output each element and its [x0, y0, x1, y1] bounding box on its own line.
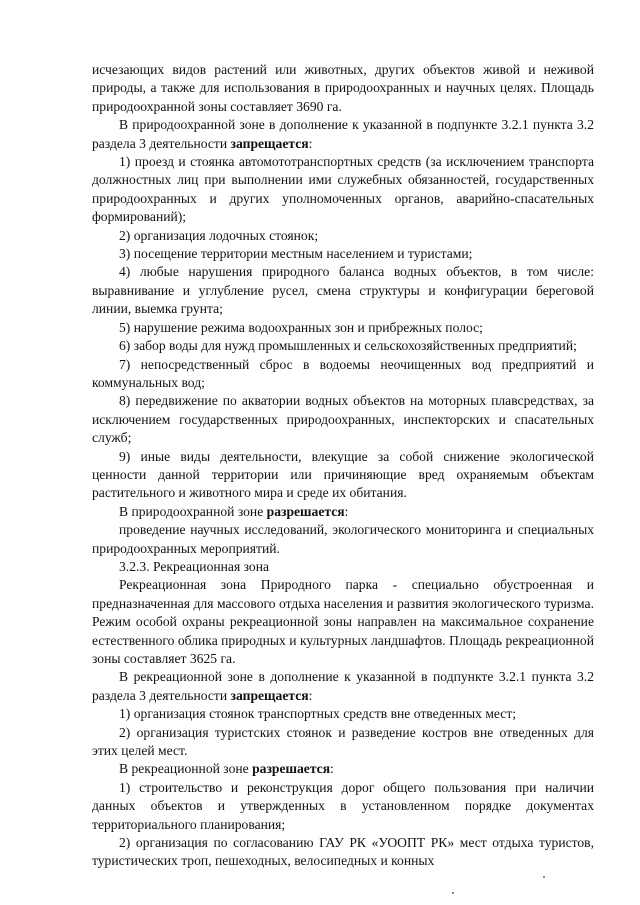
- paragraph-protected-zone-prohibited-intro: [92, 116, 594, 153]
- list-item-1: [92, 153, 594, 227]
- list-item-text: 3) посещение территории местным населением и туристами;: [119, 246, 473, 262]
- bold-keyword-prohibited: запрещается: [230, 687, 309, 703]
- list-item-text: 7) непосредственный сброс в водоемы неочищенных вод предприятий и коммунальных вод;: [92, 356, 594, 390]
- paragraph-zone-description-end: [92, 61, 594, 116]
- document-page: [92, 61, 594, 871]
- paragraph-punctuation: :: [330, 761, 334, 777]
- list-item-text: 2) организация по согласованию ГАУ РК «УООПТ РК» мест отдыха туристов, туристических троп, пешеходных, велосипедных и конных: [92, 835, 594, 869]
- list-item-text: 6) забор воды для нужд промышленных и сельскохозяйственных предприятий;: [119, 338, 577, 354]
- list-item-recreation-2: [92, 724, 594, 761]
- section-heading-recreation-zone: [92, 558, 594, 576]
- list-item-recreation-1: [92, 705, 594, 723]
- list-item-text: 5) нарушение режима водоохранных зон и прибрежных полос;: [119, 319, 483, 335]
- list-item-text: 9) иные виды деятельности, влекущие за собой снижение экологической ценности данной территории или причиняющие вред охраняемым объектам растительного и животного мира и среде их обитания.: [92, 448, 594, 501]
- list-item-text: 4) любые нарушения природного баланса водных объектов, в том числе: выравнивание и углубление русел, смена структуры и конфигурации береговой линии, выемка грунта;: [92, 264, 594, 317]
- list-item-2: [92, 227, 594, 245]
- list-item-9: [92, 448, 594, 503]
- list-item-3: [92, 245, 594, 263]
- list-item-8: [92, 392, 594, 447]
- list-item-text: 2) организация туристских стоянок и разведение костров вне отведенных для этих целей мест.: [92, 724, 594, 759]
- paragraph-text: В рекреационной зоне: [119, 761, 253, 777]
- bold-keyword-allowed: разрешается: [266, 503, 345, 519]
- scan-speck: [543, 876, 545, 878]
- paragraph-punctuation: :: [308, 135, 313, 151]
- list-item-4: [92, 263, 594, 318]
- list-item-text: 1) строительство и реконструкция дорог общего пользования при наличии данных объектов и утвержденных в установленном порядке документах территориального планирования;: [92, 779, 594, 832]
- paragraph-text: проведение научных исследований, экологического мониторинга и специальных природоохранных мероприятий.: [92, 522, 594, 556]
- list-item-7: [92, 356, 594, 393]
- paragraph-protected-zone-allowed: [92, 521, 594, 558]
- list-item-text: 1) проезд и стоянка автомототранспортных средств (за исключением транспорта должностных лиц при выполнении ими служебных обязанностей, государственных природоохранных и других уполномоченных органов, аварийно-спасательных формирований);: [92, 154, 594, 225]
- paragraph-protected-zone-allowed-intro: [92, 503, 594, 521]
- bold-keyword-allowed: разрешается: [252, 761, 331, 777]
- paragraph-text: В рекреационной зоне в дополнение к указанной в подпункте 3.2.1 пункта 3.2 раздела 3 деятельности: [92, 669, 594, 703]
- paragraph-punctuation: :: [308, 687, 313, 703]
- list-item-text: 8) передвижение по акватории водных объектов на моторных плавсредствах, за исключением государственных природоохранных, инспекторских и спасательных служб;: [92, 393, 594, 446]
- scan-speck: [452, 892, 454, 894]
- list-item-text: 2) организация лодочных стоянок;: [119, 227, 319, 243]
- paragraph-punctuation: :: [344, 503, 349, 519]
- paragraph-text: В природоохранной зоне в дополнение к указанной в подпункте 3.2.1 пункта 3.2 раздела 3 деятельности: [92, 117, 594, 151]
- paragraph-text: исчезающих видов растений или животных, других объектов живой и неживой природы, а также для использования в природоохранных и научных целях. Площадь природоохранной зоны составляет 3690 га.: [92, 62, 594, 114]
- paragraph-recreation-zone-prohibited-intro: [92, 668, 594, 705]
- list-item-5: [92, 319, 594, 337]
- list-item-text: 1) организация стоянок транспортных средств вне отведенных мест;: [119, 706, 517, 722]
- paragraph-text: В природоохранной зоне: [119, 503, 267, 519]
- section-heading-text: 3.2.3. Рекреационная зона: [119, 558, 270, 574]
- paragraph-text: Рекреационная зона Природного парка - специально обустроенная и предназначенная для массового отдыха населения и развития экологического туризма. Режим особой охраны рекреационной зоны направлен на максимальное сохранение естественного облика природных и культурных ландшафтов. Площадь рекреационной зоны составляет 3625 га.: [92, 577, 594, 666]
- list-item-6: [92, 337, 594, 355]
- list-item-recreation-allowed-1: [92, 779, 594, 834]
- paragraph-recreation-zone-allowed-intro: [92, 760, 594, 778]
- paragraph-recreation-zone-description: [92, 576, 594, 668]
- list-item-recreation-allowed-2: [92, 834, 594, 871]
- bold-keyword-prohibited: запрещается: [230, 135, 309, 151]
